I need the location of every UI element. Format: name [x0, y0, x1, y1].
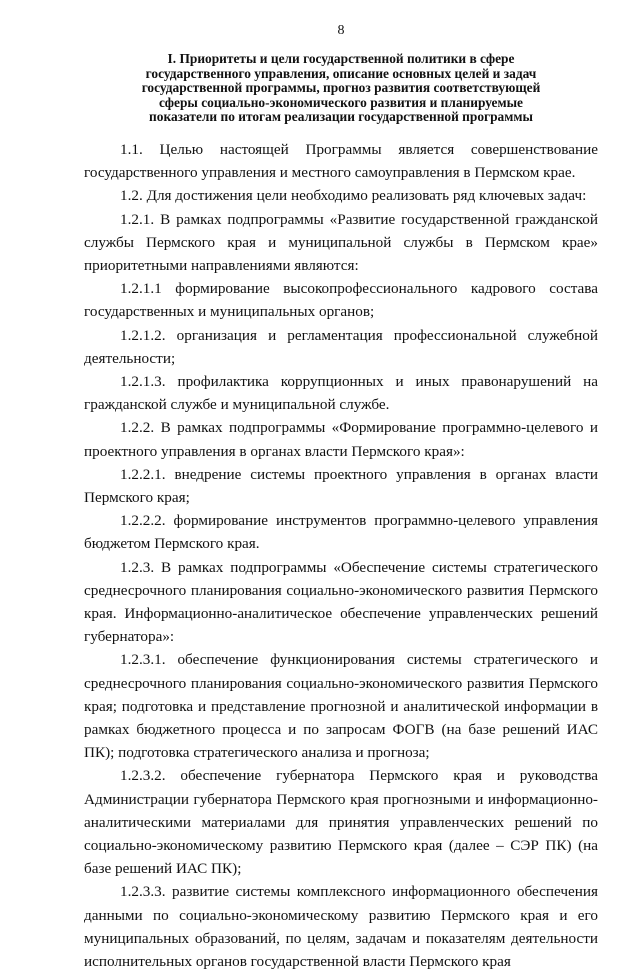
paragraph-1-2-1-1: 1.2.1.1 формирование высокопрофессионального кадрового состава государственных и муниципальных органов;: [84, 280, 598, 321]
paragraph-1-2-1-2: 1.2.1.2. организация и регламентация профессиональной служебной деятельности;: [84, 326, 598, 367]
paragraph-1-2-1: 1.2.1. В рамках подпрограммы «Развитие государственной гражданской службы Пермского края и муниципальной службы в Пермском крае» приоритетными направлениями являются:: [84, 210, 598, 274]
document-body: [84, 138, 598, 973]
paragraph-1-2-3-1: 1.2.3.1. обеспечение функционирования системы стратегического и среднесрочного планирования социально-экономического развития Пермского края; подготовка и представление прогнозной и аналитической информации в рамках бюджетного процесса и по запросам ФОГВ (на базе решений ИАС ПК); подготовка стратегического анализа и прогноза;: [84, 651, 598, 762]
paragraph-1-2-3: 1.2.3. В рамках подпрограммы «Обеспечение системы стратегического среднесрочного планирования социально-экономического развития Пермского края. Информационно-аналитическое обеспечение управленческих решений губернатора»:: [84, 558, 598, 646]
section-heading: [84, 52, 598, 125]
paragraph-1-1: 1.1. Целью настоящей Программы является совершенствование государственного управления и местного самоуправления в Пермском крае.: [84, 140, 598, 182]
page-number: 8: [337, 23, 345, 38]
heading-line: государственной программы, прогноз развития соответствующей: [141, 80, 541, 96]
heading-line: сферы социально-экономического развития и планируемые: [159, 94, 523, 110]
paragraph-1-2: 1.2. Для достижения цели необходимо реализовать ряд ключевых задач:: [120, 187, 587, 205]
paragraph-1-2-1-3: 1.2.1.3. профилактика коррупционных и иных правонарушений на гражданской службе и муниципальной службе.: [84, 373, 598, 414]
paragraph-1-2-2-1: 1.2.2.1. внедрение системы проектного управления в органах власти Пермского края;: [84, 465, 598, 507]
paragraph-1-2-2: 1.2.2. В рамках подпрограммы «Формирование программно-целевого и проектного управления в органах власти Пермского края»:: [84, 419, 598, 460]
heading-line: I. Приоритеты и цели государственной политики в сфере: [167, 51, 515, 66]
paragraph-1-2-3-2: 1.2.3.2. обеспечение губернатора Пермского края и руководства Администрации губернатора Пермского края прогнозными и информационно-аналитическими материалами для принятия управленческих решений по социально-экономическому развитию Пермского края (далее – СЭР ПК) (на базе решений ИАС ПК);: [84, 767, 598, 878]
paragraph-1-2-3-3: 1.2.3.3. развитие системы комплексного информационного обеспечения данными по социально-экономическому развитию Пермского края и его муниципальных образований, по целям, задачам и показателям деятельности исполнительных органов государственной власти Пермского края: [84, 883, 598, 971]
heading-line: государственного управления, описание основных целей и задач: [145, 65, 537, 81]
heading-line: показатели по итогам реализации государственной программы: [149, 109, 533, 125]
paragraph-1-2-2-2: 1.2.2.2. формирование инструментов программно-целевого управления бюджетом Пермского края.: [84, 512, 598, 553]
